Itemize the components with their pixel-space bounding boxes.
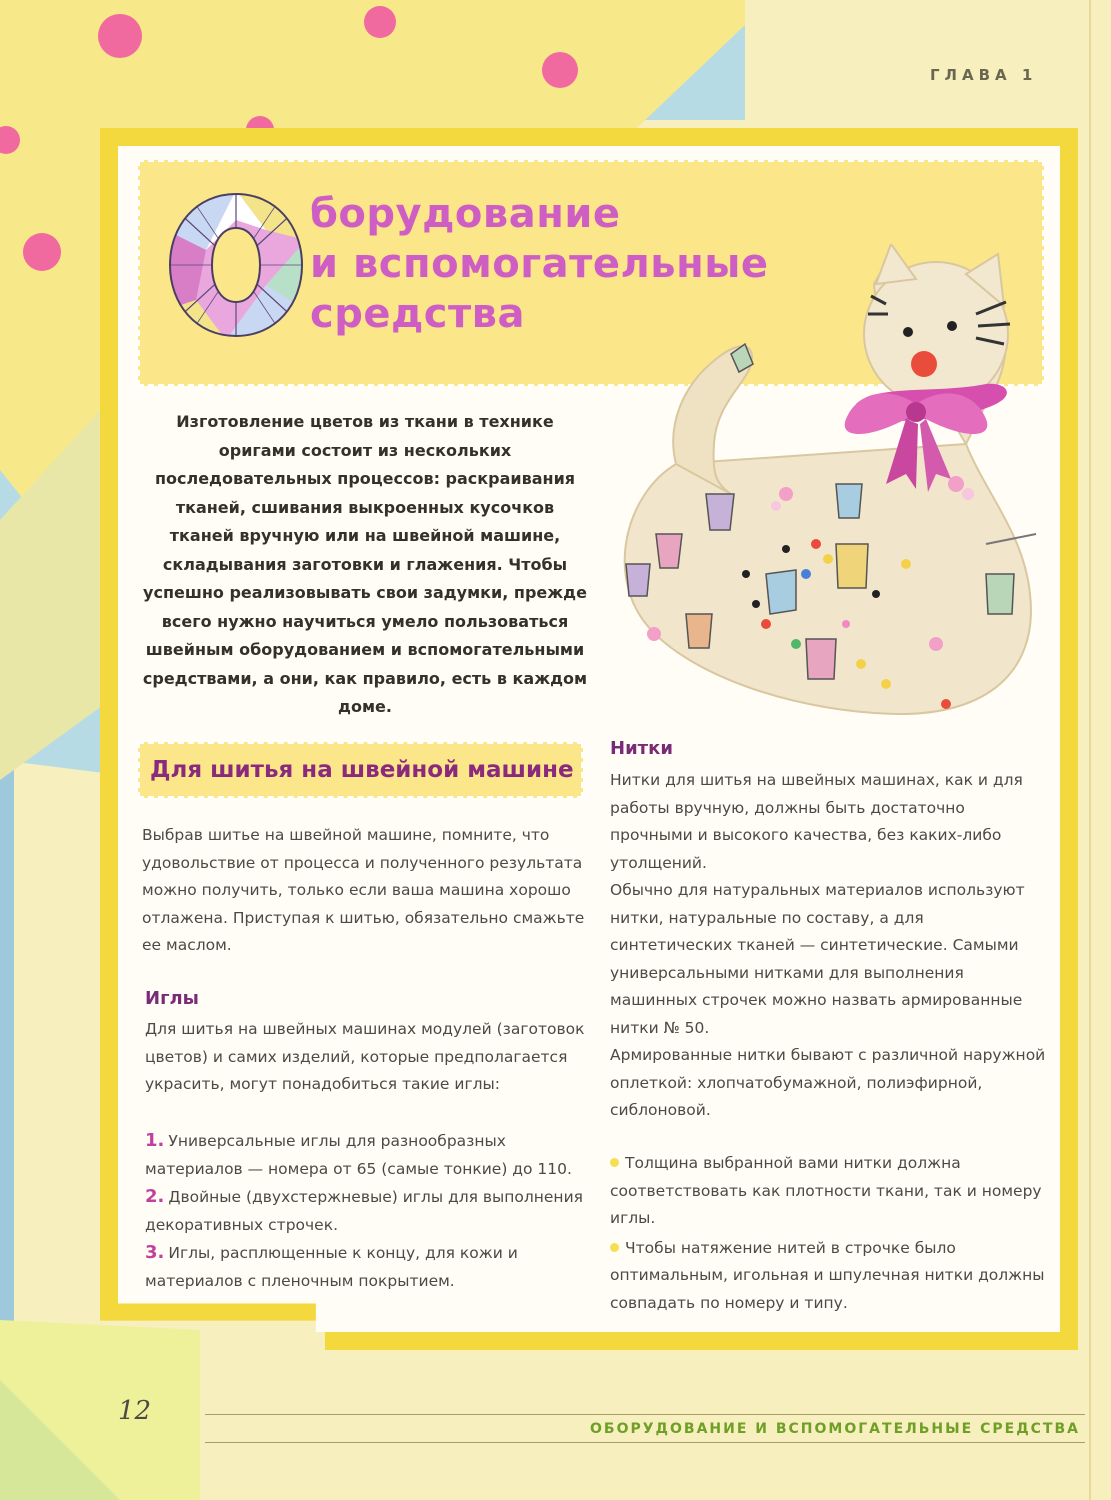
title-line-1: борудование xyxy=(310,191,621,237)
tip-item: Толщина выбранной вами нитки должна соответствовать как плотности ткани, так и номеру иглы. xyxy=(610,1154,1042,1227)
dropcap-o-patchwork xyxy=(166,190,306,340)
footer-rule xyxy=(205,1442,1085,1443)
footer-rule xyxy=(205,1414,1085,1415)
tip-item: Чтобы натяжение нитей в строчке было оптимальным, игольная и шпулечная нитки должны совпадать по номеру и типу. xyxy=(610,1238,1045,1312)
threads-paragraph-1: Нитки для шитья на швейных машинах, как и для работы вручную, должны быть достаточно прочными и высокого качества, без каких-либо утолщений. xyxy=(610,771,1023,872)
needle-item: 1. Универсальные иглы для разнообразных материалов — номера от 65 (самые тонкие) до 110. xyxy=(145,1130,572,1178)
needles-paragraph: Для шитья на швейных машинах модулей (заготовок цветов) и самих изделий, которые предполагается украсить, могут понадобиться такие иглы: xyxy=(145,1020,585,1093)
cat-pincushion-illustration xyxy=(606,244,1046,722)
title-line-3: средства xyxy=(310,291,525,337)
machine-sewing-paragraph: Выбрав шитье на швейной машине, помните, что удовольствие от процесса и полученного результата можно получить, только если ваша машина хорошо отлажена. Приступая к шитью, обязательно смажьте ее маслом. xyxy=(142,826,585,954)
running-footer: ОБОРУДОВАНИЕ И ВСПОМОГАТЕЛЬНЫЕ СРЕДСТВА xyxy=(590,1421,1080,1437)
bullet-dot-icon xyxy=(610,1243,619,1252)
title-line-2: и вспомогательные xyxy=(310,241,769,287)
needles-list xyxy=(145,1127,588,1295)
chapter-label: ГЛАВА 1 xyxy=(930,66,1038,84)
section-title: Для шитья на швейной машине xyxy=(150,757,574,783)
threads-paragraph-3: Армированные нитки бывают с различной наружной оплеткой: хлопчатобумажной, полиэфирной, сиблоновой. xyxy=(610,1046,1046,1119)
intro-paragraph: Изготовление цветов из ткани в технике оригами состоит из нескольких последовательных процессов: раскраивания тканей, сшивания выкроенных кусочков тканей вручную или на швейной машине, складывания заготовки и глажения. Чтобы успешно реализовывать свои задумки, прежде всего нужно научиться умело пользоваться швейным оборудованием и вспомогательными средствами, а они, как правило, есть в каждом доме. xyxy=(142,412,588,716)
bullet-dot-icon xyxy=(610,1158,619,1167)
threads-heading: Нитки xyxy=(610,738,673,759)
needle-item: 2. Двойные (двухстержневые) иглы для выполнения декоративных строчек. xyxy=(145,1186,583,1234)
page-number: 12 xyxy=(118,1396,152,1426)
thread-tips-list xyxy=(610,1150,1050,1317)
needle-item: 3. Иглы, расплющенные к концу, для кожи и материалов с пленочным покрытием. xyxy=(145,1242,518,1290)
needles-heading: Иглы xyxy=(145,988,199,1009)
threads-paragraph-2: Обычно для натуральных материалов используют нитки, натуральные по составу, а для синтетических тканей — синтетические. Самыми универсальными нитками для выполнения машинных строчек можно назвать армированные нитки № 50. xyxy=(610,881,1025,1037)
